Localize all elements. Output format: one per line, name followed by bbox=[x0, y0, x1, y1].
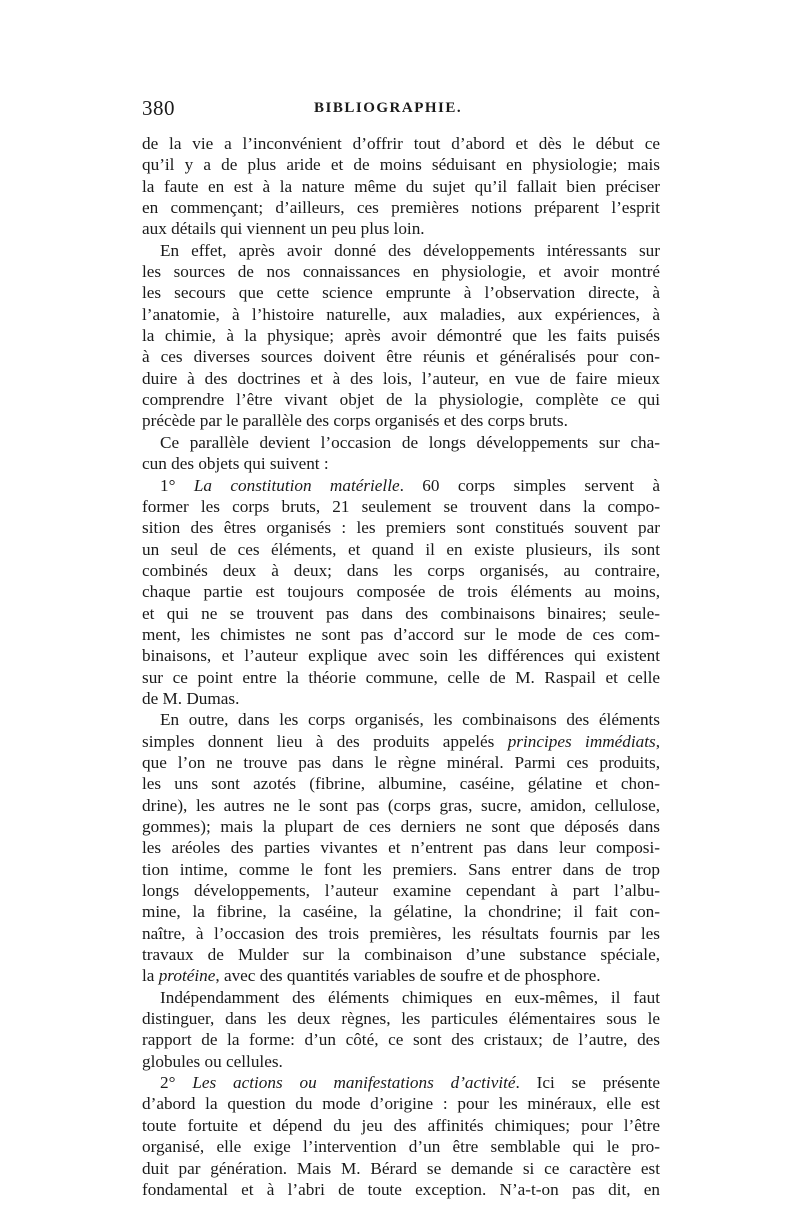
text-line bbox=[142, 667, 660, 688]
text-run: travaux de Mulder sur la combinaison d’une substance spéciale, bbox=[142, 945, 660, 965]
text-line bbox=[142, 1093, 660, 1114]
text-line bbox=[142, 496, 660, 517]
text-line bbox=[142, 773, 660, 794]
text-run: . 60 corps simples servent à bbox=[399, 475, 660, 495]
text-run: de la vie a l’inconvénient d’offrir tout d’abord et dès le début ce bbox=[142, 134, 660, 153]
text-run: globules ou cellules. bbox=[142, 1051, 283, 1071]
body-text bbox=[142, 133, 660, 1200]
text-line bbox=[142, 1051, 660, 1072]
text-run: d’abord la question du mode d’origine : pour les minéraux, elle est bbox=[142, 1094, 660, 1114]
text-line bbox=[142, 304, 660, 325]
text-line bbox=[142, 389, 660, 410]
text-line bbox=[142, 709, 660, 730]
text-run: un seul de ces éléments, et quand il en existe plusieurs, ils sont bbox=[142, 539, 660, 559]
text-line bbox=[142, 368, 660, 389]
text-run: et qui ne se trouvent pas dans des combinaisons binaires; seule- bbox=[142, 603, 660, 623]
text-run: duit par génération. Mais M. Bérard se demande si ce caractère est bbox=[142, 1158, 660, 1178]
text-line bbox=[142, 240, 660, 261]
text-run: les secours que cette science emprunte à l’observation directe, à bbox=[142, 283, 660, 303]
text-line bbox=[142, 923, 660, 944]
text-line bbox=[142, 880, 660, 901]
text-line bbox=[142, 688, 660, 709]
text-line bbox=[142, 901, 660, 922]
text-line bbox=[142, 539, 660, 560]
text-line bbox=[142, 624, 660, 645]
text-run: longs développements, l’auteur examine cependant à part l’albu- bbox=[142, 881, 660, 901]
italic-run: protéine bbox=[158, 966, 216, 986]
text-line bbox=[142, 346, 660, 367]
text-run: fondamental et à l’abri de toute exception. N’a-t-on pas dit, en bbox=[142, 1179, 660, 1199]
text-run: comprendre l’être vivant objet de la physiologie, complète ce qui bbox=[142, 390, 660, 410]
text-line bbox=[142, 1179, 660, 1200]
text-run: précède par le parallèle des corps organisés et des corps bruts. bbox=[142, 411, 568, 431]
text-run: former les corps bruts, 21 seulement se trouvent dans la compo- bbox=[142, 496, 660, 516]
text-line bbox=[142, 1072, 660, 1093]
text-line bbox=[142, 453, 660, 474]
text-run: duire à des doctrines et à des lois, l’auteur, en vue de faire mieux bbox=[142, 368, 660, 388]
text-run: ment, les chimistes ne sont pas d’accord sur le mode de ces com- bbox=[142, 624, 660, 644]
text-run: drine), les autres ne le sont pas (corps gras, sucre, amidon, cellulose, bbox=[142, 795, 660, 815]
text-run: naître, à l’occasion des trois premières, les résultats fournis par les bbox=[142, 923, 660, 943]
text-run: sition des êtres organisés : les premiers sont constitués souvent par bbox=[142, 518, 660, 538]
text-run: la bbox=[142, 966, 159, 986]
text-run: la faute en est à la nature même du sujet qu’il fallait bien préciser bbox=[142, 176, 660, 196]
text-run: binaisons, et l’auteur explique avec soin les différences qui existent bbox=[142, 646, 660, 666]
text-run: cun des objets qui suivent : bbox=[142, 454, 329, 474]
text-run: Ce parallèle devient l’occasion de longs développements sur cha- bbox=[160, 432, 660, 452]
text-run: les uns sont azotés (fibrine, albumine, caséine, gélatine et chon- bbox=[142, 774, 660, 794]
text-run: Indépendamment des éléments chimiques en eux-mêmes, il faut bbox=[160, 987, 660, 1007]
text-line bbox=[142, 752, 660, 773]
running-header bbox=[142, 96, 660, 126]
text-run: , avec des quantités variables de soufre et de phosphore. bbox=[215, 966, 601, 986]
italic-run: La constitution matérielle bbox=[193, 475, 400, 495]
text-line bbox=[142, 1115, 660, 1136]
text-run: qu’il y a de plus aride et de moins séduisant en physiologie; mais bbox=[142, 155, 660, 175]
text-line bbox=[142, 944, 660, 965]
text-run: combinés deux à deux; dans les corps organisés, au contraire, bbox=[142, 560, 660, 580]
text-run: rapport de la forme: d’un côté, ce sont des cristaux; de l’autre, des bbox=[142, 1030, 660, 1050]
text-run: tion intime, comme le font les premiers. Sans entrer dans de trop bbox=[142, 859, 660, 879]
text-run: simples donnent lieu à des produits appelés bbox=[142, 731, 508, 751]
text-line bbox=[142, 795, 660, 816]
text-run: En effet, après avoir donné des développements intéressants sur bbox=[160, 240, 660, 260]
text-line bbox=[142, 816, 660, 837]
text-line bbox=[142, 603, 660, 624]
text-run: organisé, elle exige l’intervention d’un être semblable qui le pro- bbox=[142, 1137, 660, 1157]
text-line bbox=[142, 154, 660, 175]
text-line bbox=[142, 261, 660, 282]
text-line bbox=[142, 410, 660, 431]
text-line bbox=[142, 1136, 660, 1157]
text-line bbox=[142, 965, 660, 986]
text-line bbox=[142, 475, 660, 496]
text-run: . Ici se présente bbox=[515, 1073, 660, 1093]
text-run: 2° bbox=[160, 1073, 193, 1093]
text-run: aux détails qui viennent un peu plus loin. bbox=[142, 219, 425, 239]
page-number: 380 bbox=[142, 96, 175, 120]
text-run: En outre, dans les corps organisés, les combinaisons des éléments bbox=[160, 710, 660, 730]
text-line bbox=[142, 859, 660, 880]
text-line bbox=[142, 837, 660, 858]
text-run: l’anatomie, à l’histoire naturelle, aux maladies, aux expériences, à bbox=[142, 304, 660, 324]
italic-run: Les actions ou manifestations d’activité bbox=[192, 1073, 516, 1093]
text-run: mine, la fibrine, la caséine, la gélatine, la chondrine; il fait con- bbox=[142, 902, 660, 922]
text-run: à ces diverses sources doivent être réunis et généralisés pour con- bbox=[142, 347, 660, 367]
text-line bbox=[142, 581, 660, 602]
text-line bbox=[142, 560, 660, 581]
text-line bbox=[142, 197, 660, 218]
text-run: 1° bbox=[160, 475, 194, 495]
text-run: gommes); mais la plupart de ces derniers ne sont que déposés dans bbox=[142, 817, 660, 836]
text-run: en commençant; d’ailleurs, ces premières notions préparent l’esprit bbox=[142, 198, 660, 218]
text-line bbox=[142, 731, 660, 752]
text-line bbox=[142, 645, 660, 666]
text-line bbox=[142, 987, 660, 1008]
text-run: de M. Dumas. bbox=[142, 688, 240, 708]
text-line bbox=[142, 1158, 660, 1179]
text-line bbox=[142, 325, 660, 346]
text-run: les aréoles des parties vivantes et n’entrent pas dans leur composi- bbox=[142, 838, 660, 858]
text-line bbox=[142, 1029, 660, 1050]
text-line bbox=[142, 432, 660, 453]
text-run: distinguer, dans les deux règnes, les particules élémentaires sous le bbox=[142, 1009, 660, 1029]
text-run: la chimie, à la physique; après avoir démontré que les faits puisés bbox=[142, 326, 660, 346]
text-line bbox=[142, 517, 660, 538]
text-run: toute fortuite et dépend du jeu des affinités chimiques; pour l’être bbox=[142, 1115, 660, 1135]
text-line bbox=[142, 282, 660, 303]
italic-run: principes immédiats bbox=[507, 731, 656, 751]
text-line bbox=[142, 1008, 660, 1029]
text-line bbox=[142, 176, 660, 197]
text-run: , bbox=[655, 731, 660, 751]
text-run: les sources de nos connaissances en physiologie, et avoir montré bbox=[142, 262, 660, 282]
text-run: que l’on ne trouve pas dans le règne minéral. Parmi ces produits, bbox=[142, 752, 660, 772]
text-line bbox=[142, 218, 660, 239]
text-run: sur ce point entre la théorie commune, celle de M. Raspail et celle bbox=[142, 667, 660, 687]
running-title: BIBLIOGRAPHIE. bbox=[314, 100, 463, 116]
text-run: chaque partie est toujours composée de trois éléments au moins, bbox=[142, 582, 660, 602]
text-line bbox=[142, 133, 660, 154]
